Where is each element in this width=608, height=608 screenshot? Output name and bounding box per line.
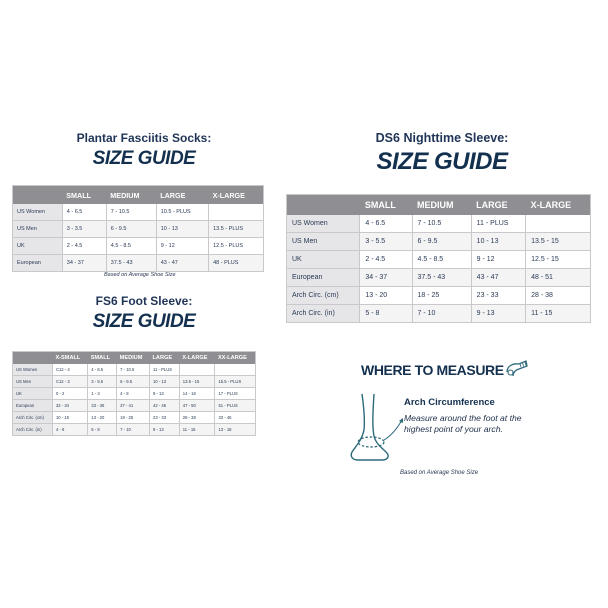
socks-note: Based on Average Shoe Size <box>104 272 176 278</box>
ds6-size-cell: 34 - 37 <box>360 269 412 287</box>
socks-size-cell: 13.5 - PLUS <box>209 221 264 238</box>
fs6-table-row <box>13 400 256 412</box>
socks-size-cell: 6 - 9.5 <box>106 221 156 238</box>
measure-note: Based on Average Shoe Size <box>400 470 479 476</box>
fs6-row-label: Arch Circ. (in) <box>13 424 53 436</box>
socks-size-cell: 2 - 4.5 <box>62 238 106 255</box>
fs6-title: FS6 Foot Sleeve: <box>95 294 193 308</box>
fs6-size-cell: 11 - PLUS <box>150 364 180 376</box>
socks-table-row <box>13 221 264 238</box>
fs6-size-cell: 42 - 46 <box>150 400 180 412</box>
ds6-size-cell: 18 - 25 <box>412 287 471 305</box>
fs6-size-cell <box>179 364 215 376</box>
fs6-size-cell: C12 - 4 <box>52 364 87 376</box>
ds6-table-row <box>287 269 591 287</box>
fs6-size-cell: 33 - 36 <box>88 400 117 412</box>
ds6-size-cell: 23 - 33 <box>471 287 525 305</box>
ds6-size-cell: 5 - 8 <box>360 305 412 323</box>
ds6-size-cell: 43 - 47 <box>471 269 525 287</box>
fs6-size-cell: 7 - 10.5 <box>117 364 150 376</box>
fs6-table-row <box>13 412 256 424</box>
fs6-size-cell: 7 - 10 <box>117 424 150 436</box>
socks-row-label: UK <box>13 238 63 255</box>
fs6-heading <box>40 294 248 333</box>
fs6-size-cell: 11 - 15 <box>179 424 215 436</box>
fs6-size-cell: C12 - 3 <box>52 376 87 388</box>
fs6-header-cell: LARGE <box>150 352 180 365</box>
fs6-size-cell: 4 - 6 <box>52 424 87 436</box>
socks-size-cell: 10 - 13 <box>156 221 208 238</box>
fs6-size-cell: 4 - 6.5 <box>88 364 117 376</box>
socks-row-label: European <box>13 255 63 272</box>
socks-header-cell: X-LARGE <box>209 186 264 205</box>
fs6-header-cell: X-SMALL <box>52 352 87 365</box>
fs6-size-cell: 28 - 38 <box>179 412 215 424</box>
fs6-size-cell: 13.5 - 15 <box>179 376 215 388</box>
fs6-size-cell: 9 - 13 <box>150 424 180 436</box>
ds6-title: DS6 Nighttime Sleeve: <box>375 131 509 145</box>
fs6-size-cell: 4 - 8 <box>117 388 150 400</box>
ds6-row-label: Arch Circ. (in) <box>287 305 360 323</box>
socks-size-cell: 4.5 - 8.5 <box>106 238 156 255</box>
fs6-table-row <box>13 376 256 388</box>
fs6-header-cell: XX-LARGE <box>215 352 256 365</box>
socks-heading <box>40 131 248 170</box>
fs6-size-cell: 14 - 16 <box>179 388 215 400</box>
socks-size-cell: 34 - 37 <box>62 255 106 272</box>
socks-size-cell: 7 - 10.5 <box>106 204 156 221</box>
ds6-heading <box>325 131 559 176</box>
fs6-size-cell: 6 - 9.5 <box>117 376 150 388</box>
fs6-size-cell: 18 - 25 <box>117 412 150 424</box>
ds6-size-cell: 10 - 13 <box>471 233 525 251</box>
ds6-size-cell: 4 - 6.5 <box>360 215 412 233</box>
ds6-size-cell: 13 - 20 <box>360 287 412 305</box>
ds6-size-cell: 4.5 - 8.5 <box>412 251 471 269</box>
socks-table-row <box>13 204 264 221</box>
where-to-measure-title: WHERE TO MEASURE <box>361 362 504 378</box>
fs6-size-cell: 33 - 46 <box>215 412 256 424</box>
ds6-table-row <box>287 305 591 323</box>
fs6-size-cell: 37 - 41 <box>117 400 150 412</box>
socks-title: Plantar Fasciitis Socks: <box>76 131 212 145</box>
ds6-size-guide: SIZE GUIDE <box>376 148 508 175</box>
fs6-size-cell: 15.5 - PLUS <box>215 376 256 388</box>
fs6-size-cell: 3 - 5.5 <box>88 376 117 388</box>
ds6-size-cell: 37.5 - 43 <box>412 269 471 287</box>
ds6-header-cell: LARGE <box>471 195 525 216</box>
fs6-size-cell: 32 - 34 <box>52 400 87 412</box>
fs6-row-label: US Women <box>13 364 53 376</box>
fs6-size-cell: 5 - 8 <box>88 424 117 436</box>
socks-size-cell: 48 - PLUS <box>209 255 264 272</box>
socks-size-cell: 12.5 - PLUS <box>209 238 264 255</box>
socks-row-label: US Women <box>13 204 63 221</box>
fs6-row-label: European <box>13 400 53 412</box>
arch-circumference-title: Arch Circumference <box>404 397 495 408</box>
fs6-header-cell: SMALL <box>88 352 117 365</box>
socks-size-cell: 10.5 - PLUS <box>156 204 208 221</box>
ds6-size-cell: 11 - 15 <box>526 305 591 323</box>
ds6-size-cell: 9 - 13 <box>471 305 525 323</box>
fs6-size-cell: 13 - 18 <box>215 424 256 436</box>
ds6-size-cell: 9 - 12 <box>471 251 525 269</box>
ds6-table-row <box>287 233 591 251</box>
fs6-size-cell: 23 - 33 <box>150 412 180 424</box>
fs6-size-guide: SIZE GUIDE <box>92 311 196 332</box>
fs6-row-label: US Men <box>13 376 53 388</box>
ds6-table-row <box>287 251 591 269</box>
ds6-row-label: US Women <box>287 215 360 233</box>
fs6-size-cell: 13 - 20 <box>88 412 117 424</box>
ds6-size-cell <box>526 215 591 233</box>
ds6-size-cell: 3 - 5.5 <box>360 233 412 251</box>
ds6-size-cell: 12.5 - 15 <box>526 251 591 269</box>
ds6-size-cell: 11 - PLUS <box>471 215 525 233</box>
fs6-size-cell: 47 - 50 <box>179 400 215 412</box>
ds6-size-cell: 7 - 10 <box>412 305 471 323</box>
socks-table-row <box>13 255 264 272</box>
fs6-size-cell <box>215 364 256 376</box>
ds6-size-table <box>286 194 591 323</box>
fs6-size-cell: 0 - 2 <box>52 388 87 400</box>
ds6-header-cell <box>287 195 360 216</box>
socks-header-cell <box>13 186 63 205</box>
ds6-header-cell: X-LARGE <box>526 195 591 216</box>
fs6-size-cell: 51 - PLUS <box>215 400 256 412</box>
ds6-row-label: Arch Circ. (cm) <box>287 287 360 305</box>
ds6-table-row <box>287 287 591 305</box>
fs6-header-cell: MEDIUM <box>117 352 150 365</box>
ds6-size-cell: 28 - 38 <box>526 287 591 305</box>
arch-circumference-description: Measure around the foot at the highest point of your arch. <box>404 413 522 434</box>
ds6-header-cell: MEDIUM <box>412 195 471 216</box>
fs6-table-row <box>13 364 256 376</box>
ds6-size-cell: 7 - 10.5 <box>412 215 471 233</box>
socks-size-cell: 4 - 6.5 <box>62 204 106 221</box>
fs6-row-label: UK <box>13 388 53 400</box>
fs6-table-row <box>13 388 256 400</box>
fs6-size-cell: 10 - 13 <box>150 376 180 388</box>
socks-header-cell: MEDIUM <box>106 186 156 205</box>
fs6-size-table <box>12 351 256 436</box>
socks-size-table <box>12 185 264 272</box>
tape-measure-icon <box>504 358 528 378</box>
socks-size-cell: 3 - 3.5 <box>62 221 106 238</box>
fs6-size-cell: 17 - PLUS <box>215 388 256 400</box>
fs6-size-cell: 1 - 3 <box>88 388 117 400</box>
ds6-size-cell: 48 - 51 <box>526 269 591 287</box>
socks-size-cell: 9 - 12 <box>156 238 208 255</box>
ds6-row-label: European <box>287 269 360 287</box>
fs6-size-cell: 10 - 15 <box>52 412 87 424</box>
fs6-header-cell <box>13 352 53 365</box>
ds6-table-row <box>287 215 591 233</box>
fs6-row-label: Arch Circ. (cm) <box>13 412 53 424</box>
socks-size-cell <box>209 204 264 221</box>
ds6-size-cell: 2 - 4.5 <box>360 251 412 269</box>
ds6-row-label: UK <box>287 251 360 269</box>
fs6-table-row <box>13 424 256 436</box>
fs6-header-cell: X-LARGE <box>179 352 215 365</box>
ds6-header-cell: SMALL <box>360 195 412 216</box>
socks-size-guide: SIZE GUIDE <box>92 148 196 169</box>
socks-size-cell: 43 - 47 <box>156 255 208 272</box>
fs6-size-cell: 9 - 13 <box>150 388 180 400</box>
ds6-size-cell: 6 - 9.5 <box>412 233 471 251</box>
ds6-size-cell: 13.5 - 15 <box>526 233 591 251</box>
ds6-row-label: US Men <box>287 233 360 251</box>
socks-size-cell: 37.5 - 43 <box>106 255 156 272</box>
socks-header-cell: SMALL <box>62 186 106 205</box>
socks-table-row <box>13 238 264 255</box>
socks-row-label: US Men <box>13 221 63 238</box>
socks-header-cell: LARGE <box>156 186 208 205</box>
